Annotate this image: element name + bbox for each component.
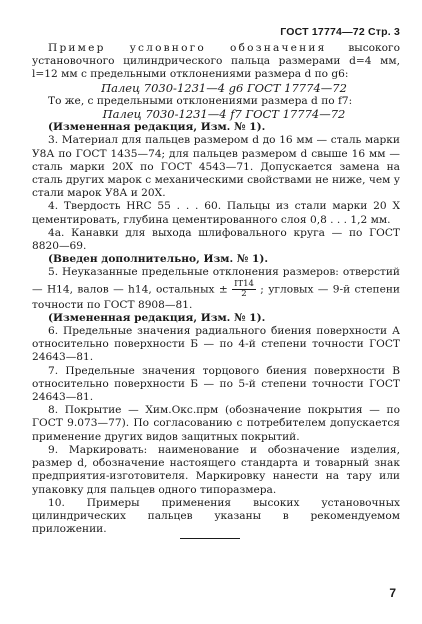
p5-after: ; угловых — 9-й степени точности по ГОСТ 8908—81. <box>32 283 400 311</box>
edition-note-1: (Измененная редакция, Изм. № 1). <box>48 121 266 134</box>
intro-label: Пример условного обозначения <box>48 42 327 54</box>
paragraph-10: 10. Примеры применения высоких установочных цилиндрических пальцев указаны в рекомендуемом приложении. <box>32 496 400 536</box>
document-body <box>32 42 400 536</box>
formula-g6: Палец 7030-1231—4 g6 ГОСТ 17774—72 <box>101 80 347 95</box>
edition-note-3: (Измененная редакция, Изм. № 1). <box>48 311 266 324</box>
p5-before: 5. Неуказанные предельные отклонения размеров: отверстий— Н14, валов — h14, остальных <box>32 266 400 296</box>
fraction-denominator: 2 <box>241 288 247 299</box>
paragraph-6: 6. Предельные значения радиального биения поверхности А относительно поверхности Б — по 4-й степени точности ГОСТ 24643—81. <box>32 325 400 364</box>
paragraph-4: 4. Твердость HRC 55 . . . 60. Пальцы из стали марки 20 Х цементировать, глубина цементированного слоя 0,8 . . . 1,2 мм. <box>32 200 400 226</box>
edition-note-2: (Введен дополнительно, Изм. № 1). <box>48 253 269 266</box>
intro-paragraph <box>32 42 400 82</box>
fraction-numerator: IT14 <box>234 278 254 289</box>
page-header: ГОСТ 17774—72 Стр. 3 <box>280 26 400 38</box>
same-text: То же, с предельными отклонениями размера d по f7: <box>48 94 353 107</box>
paragraph-5 <box>32 266 400 311</box>
p5-pm: ± <box>218 283 228 296</box>
page-number: 7 <box>389 586 396 600</box>
paragraph-4a: 4а. Канавки для выхода шлифовального круга — по ГОСТ 8820—69. <box>32 226 400 253</box>
paragraph-7: 7. Предельные значения торцового биения поверхности В относительно поверхности Б — по 5-й степени точности ГОСТ 24643—81. <box>32 364 400 404</box>
it14-fraction <box>232 280 256 299</box>
end-divider <box>180 538 240 539</box>
paragraph-3: 3. Материал для пальцев размером d до 16 мм — сталь марки У8А по ГОСТ 1435—74; для пальцев размером d свыше 16 мм — сталь марки 20Х по ГОСТ 4543—71. Допускается замена на сталь других марок с механическими свойствами не ниже, чем у стали марок У8А и 20Х. <box>32 134 400 200</box>
formula-f7: Палец 7030-1231—4 f7 ГОСТ 17774—72 <box>102 107 346 122</box>
paragraph-8: 8. Покрытие — Хим.Окс.прм (обозначение покрытия — по ГОСТ 9.073—77). По согласованию с потребителем допускается применение других видов защитных покрытий. <box>32 404 400 443</box>
intro-rest: высокого установочного цилиндрического пальца размерами d=4 мм, l=12 мм с предельными отклонениями размера d по g6: <box>32 42 400 81</box>
paragraph-9: 9. Маркировать: наименование и обозначение изделия, размер d, обозначение настоящего стандарта и товарный знак предприятия-изготовителя. Маркировку нанести на тару или упаковку для пальцев одного типоразмера. <box>32 443 400 496</box>
